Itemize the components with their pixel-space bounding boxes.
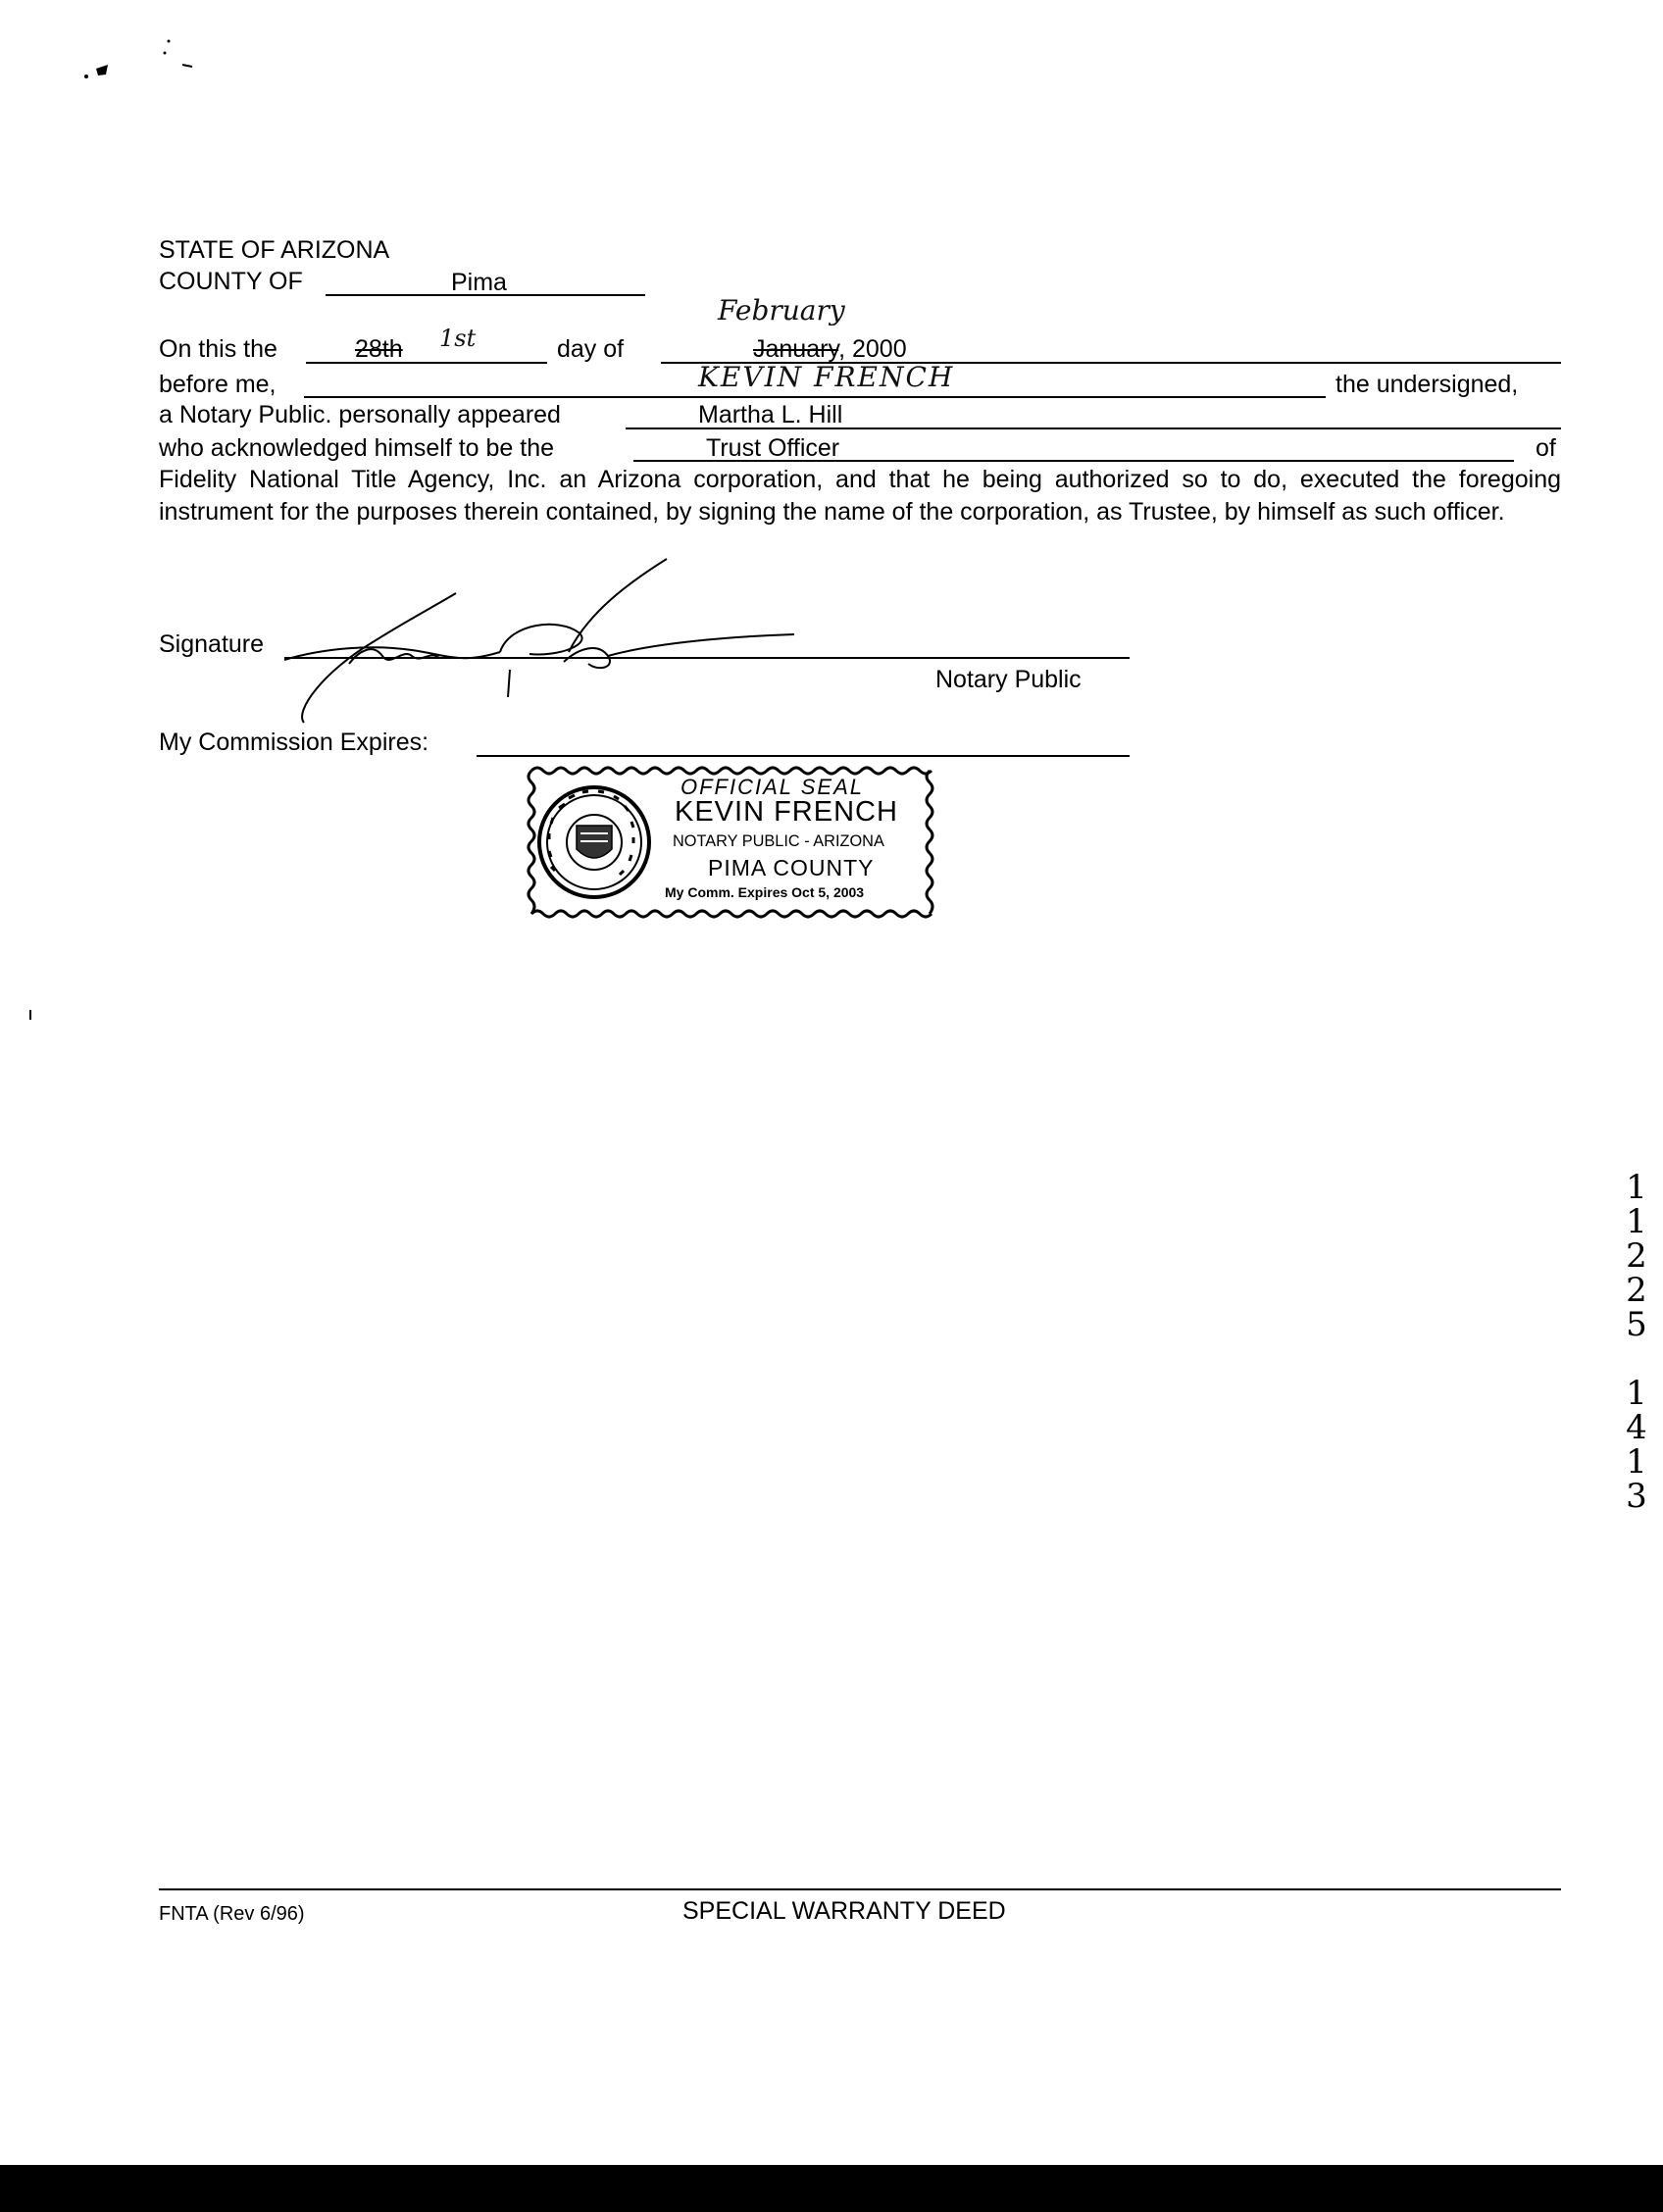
day-handwritten: 1st	[439, 325, 477, 352]
county-label: COUNTY OF	[159, 268, 303, 295]
signature-label: Signature	[159, 630, 265, 658]
margin-mark	[29, 1010, 31, 1020]
side-digit: 1	[1626, 1202, 1647, 1241]
day-of-label: day of	[557, 335, 625, 363]
month-handwritten: February	[718, 294, 845, 327]
side-digit: 3	[1626, 1477, 1647, 1516]
scan-specks	[78, 29, 206, 88]
acknowledgment-paragraph: Fidelity National Title Agency, Inc. an Arizona corporation, and that he being authorized so to do, executed the foregoing instrument for the purposes therein contained, by signing the name of the corporation, as Trustee, by himself as such officer.	[159, 466, 1561, 526]
side-digit: 4	[1626, 1408, 1647, 1447]
side-digit: 1	[1626, 1442, 1647, 1482]
day-line	[306, 362, 547, 364]
acknowledged-value: Trust Officer	[706, 434, 840, 462]
side-digit: 5	[1626, 1305, 1647, 1344]
seal-line-county: PIMA COUNTY	[708, 855, 875, 880]
commission-label: My Commission Expires:	[159, 729, 429, 756]
form-code: FNTA (Rev 6/96)	[159, 1903, 305, 1925]
the-undersigned-label: the undersigned,	[1335, 371, 1519, 398]
notary-public-label: Notary Public	[935, 666, 1082, 693]
acknowledged-label: who acknowledged himself to be the	[159, 434, 555, 462]
seal-line-expires: My Comm. Expires Oct 5, 2003	[665, 884, 865, 900]
appeared-label: a Notary Public. personally appeared	[159, 401, 561, 428]
before-me-label: before me,	[159, 371, 277, 398]
official-seal-stamp	[526, 765, 935, 920]
footer-rule	[159, 1888, 1561, 1890]
side-digit: 2	[1626, 1271, 1647, 1310]
side-digit: 1	[1626, 1374, 1647, 1413]
seal-line-name: KEVIN FRENCH	[675, 796, 898, 828]
month-date	[753, 334, 907, 364]
side-digit-gap	[1622, 1342, 1651, 1377]
document-title: SPECIAL WARRANTY DEED	[682, 1897, 1006, 1925]
seal-line-official: OFFICIAL SEAL	[680, 775, 864, 799]
commission-line	[477, 755, 1130, 757]
day-struck: 28th	[355, 335, 403, 363]
side-digit: 1	[1626, 1168, 1647, 1207]
side-digit: 2	[1626, 1236, 1647, 1276]
notary-name-line	[304, 396, 1326, 398]
of-label: of	[1536, 434, 1556, 462]
seal-line-notary: NOTARY PUBLIC - ARIZONA	[673, 831, 884, 850]
state-heading: STATE OF ARIZONA	[159, 236, 390, 264]
notary-signature	[265, 554, 814, 730]
month-struck: January	[753, 335, 839, 363]
scan-bottom-border	[0, 2165, 1663, 2212]
document-side-number	[1622, 1168, 1651, 1516]
on-this-the-label: On this the	[159, 335, 277, 363]
year-text: , 2000	[838, 335, 907, 363]
county-value: Pima	[451, 269, 507, 296]
notary-name-handwritten: KEVIN FRENCH	[698, 361, 955, 393]
appeared-value: Martha L. Hill	[698, 401, 843, 428]
